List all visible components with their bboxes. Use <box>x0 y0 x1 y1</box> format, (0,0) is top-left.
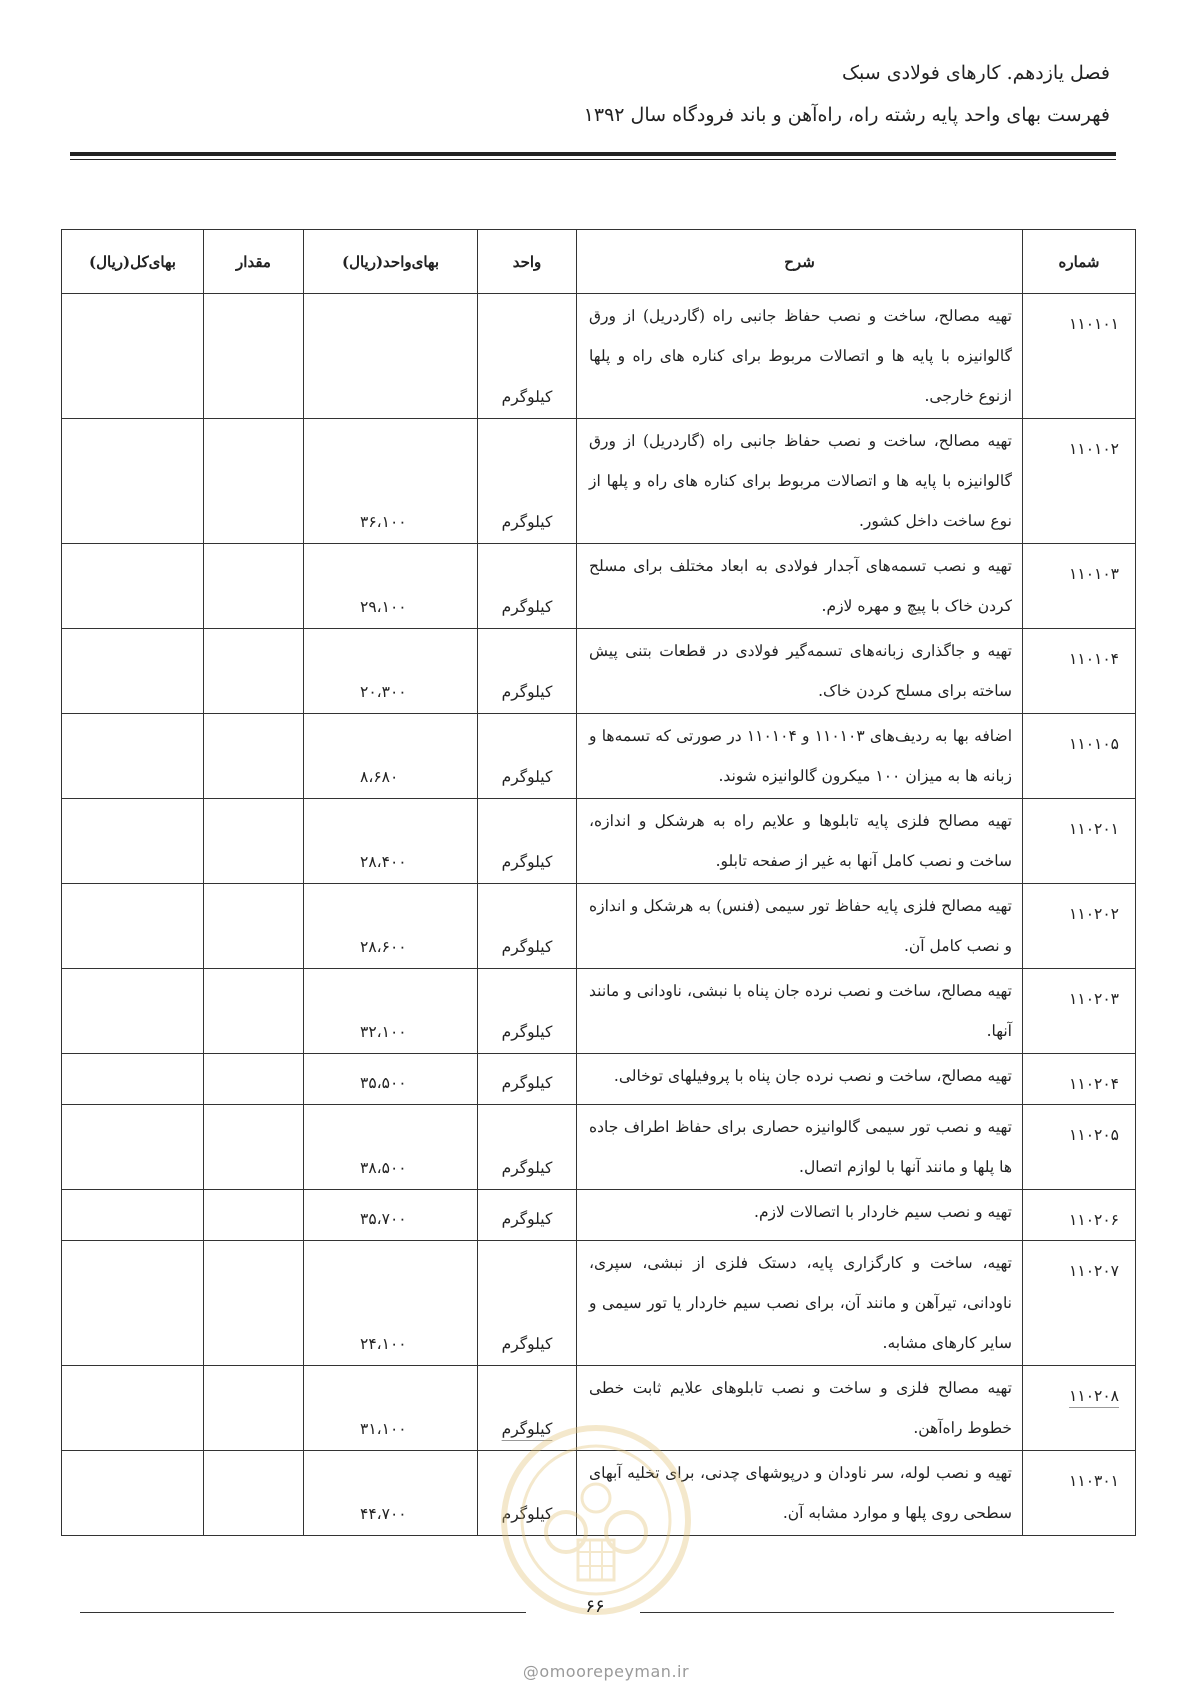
item-number: ۱۱۰۲۰۷ <box>1023 1241 1136 1366</box>
table-row <box>62 969 1136 1054</box>
item-description: تهیه و نصب تور سیمی گالوانیزه حصاری برای حفاظ اطراف جاده ها پلها و مانند آنها با لوازم اتصال. <box>577 1105 1023 1190</box>
item-unit-price: ۳۲،۱۰۰ <box>304 969 478 1054</box>
item-unit: کیلوگرم <box>478 419 577 544</box>
col-header-total-price: بهای‌کل(ریال) <box>62 230 204 294</box>
item-unit-price: ۲۸،۶۰۰ <box>304 884 478 969</box>
item-quantity <box>204 1451 304 1536</box>
page-header <box>70 58 1110 130</box>
item-unit: کیلوگرم <box>478 629 577 714</box>
footer-rule-right <box>640 1612 1114 1613</box>
table-row <box>62 629 1136 714</box>
item-number: ۱۱۰۱۰۴ <box>1023 629 1136 714</box>
item-number: ۱۱۰۲۰۳ <box>1023 969 1136 1054</box>
item-number: ۱۱۰۲۰۱ <box>1023 799 1136 884</box>
item-unit-price: ۳۵،۵۰۰ <box>304 1054 478 1105</box>
item-description: تهیه مصالح، ساخت و نصب حفاظ جانبی راه (گاردریل) از ورق گالوانیزه با پایه ها و اتصالات مربوط برای کناره های راه و پلها از نوع ساخت داخل کشور. <box>577 419 1023 544</box>
item-number-text: ۱۱۰۲۰۸ <box>1069 1387 1119 1405</box>
item-number: ۱۱۰۳۰۱ <box>1023 1451 1136 1536</box>
item-number: ۱۱۰۱۰۱ <box>1023 294 1136 419</box>
price-list-table <box>61 229 1136 1536</box>
item-unit-price: ۳۵،۷۰۰ <box>304 1190 478 1241</box>
table-row <box>62 294 1136 419</box>
watermark-text: @omoorepeyman.ir <box>522 1662 690 1681</box>
item-description: تهیه مصالح فلزی پایه تابلوها و علایم راه به هرشکل و اندازه، ساخت و نصب کامل آنها به غیر از صفحه تابلو. <box>577 799 1023 884</box>
item-number: ۱۱۰۲۰۶ <box>1023 1190 1136 1241</box>
item-quantity <box>204 1190 304 1241</box>
item-total-price <box>62 1105 204 1190</box>
item-total-price <box>62 419 204 544</box>
item-total-price <box>62 294 204 419</box>
item-unit-price: ۲۴،۱۰۰ <box>304 1241 478 1366</box>
table-row <box>62 419 1136 544</box>
item-total-price <box>62 884 204 969</box>
item-quantity <box>204 629 304 714</box>
col-header-quantity: مقدار <box>204 230 304 294</box>
item-description: تهیه مصالح، ساخت و نصب حفاظ جانبی راه (گاردریل) از ورق گالوانیزه با پایه ها و اتصالات مربوط برای کناره های راه و پلها ازنوع خارجی. <box>577 294 1023 419</box>
item-total-price <box>62 714 204 799</box>
table-header-row <box>62 230 1136 294</box>
item-number: ۱۱۰۲۰۵ <box>1023 1105 1136 1190</box>
table-row <box>62 714 1136 799</box>
header-divider-thin <box>70 159 1116 160</box>
col-header-number: شماره <box>1023 230 1136 294</box>
item-total-price <box>62 544 204 629</box>
page-number: ۶۶ <box>585 1596 605 1617</box>
item-unit: کیلوگرم <box>478 799 577 884</box>
item-unit-price <box>304 294 478 419</box>
item-description: تهیه مصالح فلزی پایه حفاظ تور سیمی (فنس) به هرشکل و اندازه و نصب کامل آن. <box>577 884 1023 969</box>
item-total-price <box>62 1451 204 1536</box>
item-unit-price: ۳۶،۱۰۰ <box>304 419 478 544</box>
item-total-price <box>62 1054 204 1105</box>
item-number: ۱۱۰۱۰۵ <box>1023 714 1136 799</box>
item-number: ۱۱۰۲۰۴ <box>1023 1054 1136 1105</box>
item-description: تهیه مصالح، ساخت و نصب نرده جان پناه با پروفیلهای توخالی. <box>577 1054 1023 1105</box>
item-unit-price: ۴۴،۷۰۰ <box>304 1451 478 1536</box>
item-quantity <box>204 1105 304 1190</box>
table-row <box>62 1366 1136 1451</box>
item-description: تهیه مصالح، ساخت و نصب نرده جان پناه با نبشی، ناودانی و مانند آنها. <box>577 969 1023 1054</box>
item-quantity <box>204 294 304 419</box>
col-header-unit-price: بهای‌واحد(ریال) <box>304 230 478 294</box>
item-unit: کیلوگرم <box>478 1451 577 1536</box>
item-description: تهیه و نصب لوله، سر ناودان و درپوشهای چدنی، برای تخلیه آبهای سطحی روی پلها و موارد مشابه آن. <box>577 1451 1023 1536</box>
item-description: اضافه بها به ردیف‌های ۱۱۰۱۰۳ و ۱۱۰۱۰۴ در صورتی که تسمه‌ها و زبانه ها به میزان ۱۰۰ میکرون گالوانیزه شوند. <box>577 714 1023 799</box>
col-header-description: شرح <box>577 230 1023 294</box>
item-quantity <box>204 419 304 544</box>
item-unit-price: ۲۹،۱۰۰ <box>304 544 478 629</box>
table-row <box>62 1105 1136 1190</box>
footer-rule-left <box>80 1612 526 1613</box>
item-description: تهیه و نصب سیم خاردار با اتصالات لازم. <box>577 1190 1023 1241</box>
item-unit-price: ۸،۶۸۰ <box>304 714 478 799</box>
chapter-title: فصل یازدهم. کارهای فولادی سبک <box>842 62 1110 84</box>
item-unit-price: ۳۱،۱۰۰ <box>304 1366 478 1451</box>
item-unit: کیلوگرم <box>478 969 577 1054</box>
item-unit <box>478 1366 577 1451</box>
item-quantity <box>204 714 304 799</box>
item-number: ۱۱۰۱۰۲ <box>1023 419 1136 544</box>
item-unit: کیلوگرم <box>478 294 577 419</box>
item-unit: کیلوگرم <box>478 1190 577 1241</box>
item-unit: کیلوگرم <box>478 884 577 969</box>
item-number: ۱۱۰۲۰۲ <box>1023 884 1136 969</box>
table-row <box>62 799 1136 884</box>
item-unit: کیلوگرم <box>478 1105 577 1190</box>
col-header-unit: واحد <box>478 230 577 294</box>
item-quantity <box>204 1054 304 1105</box>
item-total-price <box>62 1241 204 1366</box>
item-unit-price: ۳۸،۵۰۰ <box>304 1105 478 1190</box>
table-row <box>62 1241 1136 1366</box>
item-total-price <box>62 969 204 1054</box>
item-total-price <box>62 629 204 714</box>
item-unit: کیلوگرم <box>478 544 577 629</box>
item-unit: کیلوگرم <box>478 1241 577 1366</box>
table-row <box>62 544 1136 629</box>
item-unit: کیلوگرم <box>478 1054 577 1105</box>
item-unit-price: ۲۰،۳۰۰ <box>304 629 478 714</box>
item-quantity <box>204 969 304 1054</box>
item-number: ۱۱۰۱۰۳ <box>1023 544 1136 629</box>
table-row <box>62 1451 1136 1536</box>
table-row <box>62 1190 1136 1241</box>
item-quantity <box>204 1366 304 1451</box>
item-quantity <box>204 884 304 969</box>
item-description: تهیه و نصب تسمه‌های آجدار فولادی به ابعاد مختلف برای مسلح کردن خاک با پیچ و مهره لازم. <box>577 544 1023 629</box>
item-quantity <box>204 1241 304 1366</box>
item-total-price <box>62 1366 204 1451</box>
item-unit: کیلوگرم <box>478 714 577 799</box>
item-description: تهیه مصالح فلزی و ساخت و نصب تابلوهای علایم ثابت خطی خطوط راه‌آهن. <box>577 1366 1023 1451</box>
item-total-price <box>62 1190 204 1241</box>
header-divider-thick <box>70 152 1116 156</box>
item-description: تهیه، ساخت و کارگزاری پایه، دستک فلزی از نبشی، سپری، ناودانی، تیرآهن و مانند آن، برای نصب سیم خاردار یا تور سیمی و سایر کارهای مشابه. <box>577 1241 1023 1366</box>
item-unit-price: ۲۸،۴۰۰ <box>304 799 478 884</box>
table-row <box>62 884 1136 969</box>
item-unit-text: کیلوگرم <box>501 1420 553 1438</box>
item-description: تهیه و جاگذاری زبانه‌های تسمه‌گیر فولادی در قطعات بتنی پیش ساخته برای مسلح کردن خاک. <box>577 629 1023 714</box>
item-quantity <box>204 544 304 629</box>
item-total-price <box>62 799 204 884</box>
table-row <box>62 1054 1136 1105</box>
item-quantity <box>204 799 304 884</box>
item-number <box>1023 1366 1136 1451</box>
document-title: فهرست بهای واحد پایه رشته راه، راه‌آهن و باند فرودگاه سال ۱۳۹۲ <box>583 104 1110 126</box>
